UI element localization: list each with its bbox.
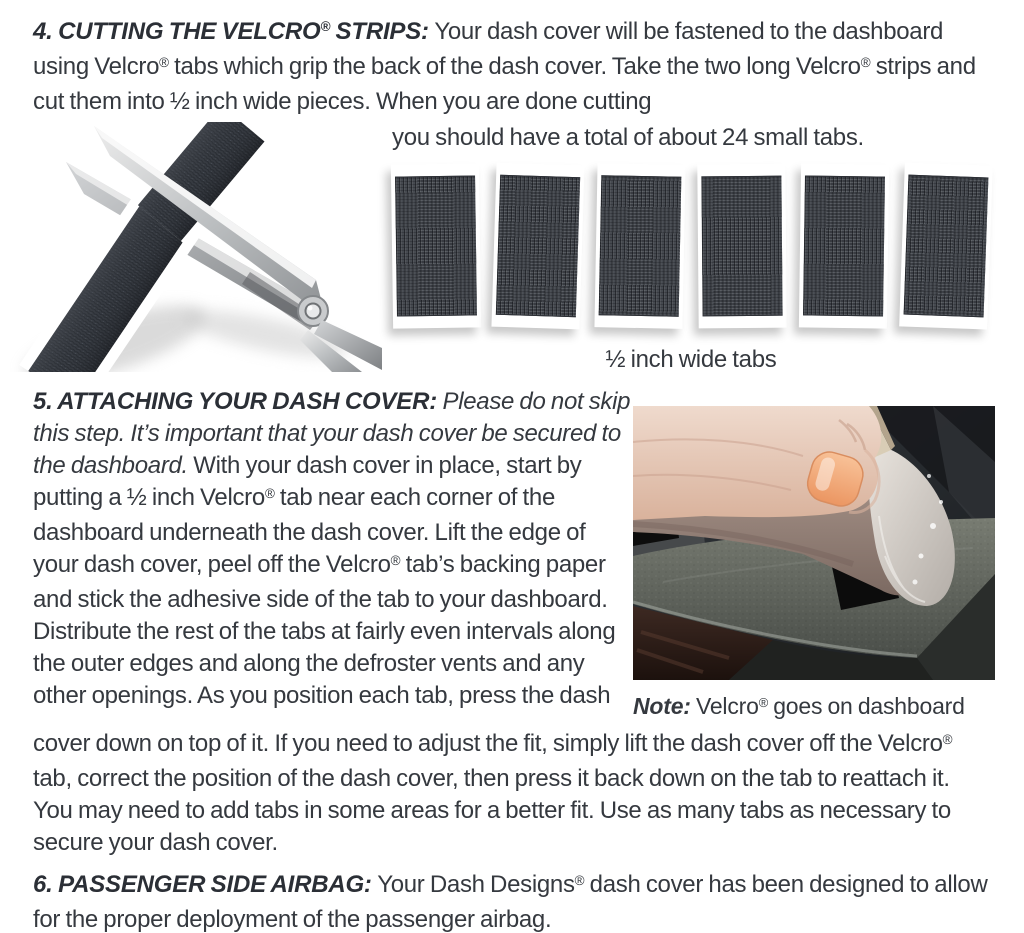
tabs-caption: ½ inch wide tabs [605,346,777,373]
velcro-tab [491,163,584,330]
velcro-tab [594,163,685,329]
dash-cover-lift-illustration [633,406,995,680]
velcro-weave-texture [496,175,580,317]
section5-paragraph: 5. ATTACHING YOUR DASH COVER: Please do not skip this step. It’s important that your dash cover be secured to the dashboard. With your dash cover in place, start by putting a ½ inch Velcro® tab near each corner of the dashboard underneath the dash cover. Lift the edge of your dash cover, peel off the Velcro® tab’s backing paper and stick the adhesive side of the tab to your dashboard. Distribute the rest of the tabs at fairly even intervals along the outer edges and along the defroster vents and any other openings. As you position each tab, press the dash [33,388,631,709]
section4-right-column [392,122,991,376]
velcro-tab [799,163,889,328]
velcro-tabs-image [392,164,990,328]
velcro-weave-texture [803,175,885,316]
section5-figure [633,386,995,726]
section4-paragraph-continued: you should have a total of about 24 small tabs. [392,124,864,151]
velcro-weave-texture [701,176,782,317]
section5-paragraph-full: cover down on top of it. If you need to adjust the fit, simply lift the dash cover off the Velcro® tab, correct the position of the dash cover, then press it back down on the tab to reattach it. You may need to add tabs in some areas for a better fit. Use as many tabs as necessary to secure your dash cover. [33,730,953,856]
dashboard-note-caption: Note: Velcro® goes on dashboard [633,693,965,719]
velcro-weave-texture [599,175,682,317]
section5-text-column [33,386,633,726]
velcro-tab [899,163,993,330]
section4-media-row [10,122,991,376]
section6-paragraph: 6. PASSENGER SIDE AIRBAG: Your Dash Designs® dash cover has been designed to allow for the proper deployment of the passenger airbag. [33,871,988,933]
section5-row [33,386,991,726]
velcro-tab [391,163,481,328]
section4-paragraph: 4. CUTTING THE VELCRO® STRIPS: Your dash cover will be fastened to the dashboard using Velcro® tabs which grip the back of the dash cover. Take the two long Velcro® strips and cut them into ½ inch wide pieces. When you are done cutting [33,18,976,115]
dash-cover-lift-photo [633,406,995,680]
velcro-tab [697,164,786,329]
velcro-weave-texture [904,175,989,318]
velcro-weave-texture [395,175,477,316]
scissors-illustration [10,122,382,372]
scissors-cutting-velcro-photo [10,122,382,372]
